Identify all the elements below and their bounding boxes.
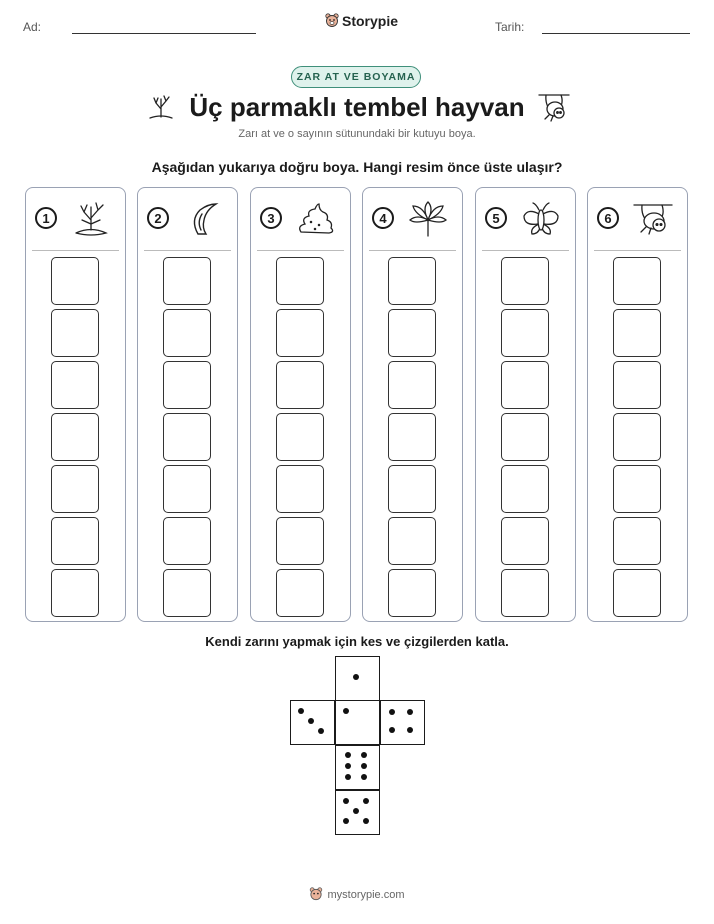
- poop-icon: [295, 200, 337, 238]
- dice-pip: [343, 708, 349, 714]
- coloring-box[interactable]: [613, 257, 661, 305]
- dice-face-bottom[interactable]: [335, 790, 380, 835]
- coloring-box[interactable]: [163, 257, 211, 305]
- column-number: 2: [147, 207, 169, 229]
- coloring-box[interactable]: [163, 465, 211, 513]
- dice-pip: [363, 798, 369, 804]
- dice-pip: [345, 774, 351, 780]
- dice-pip: [361, 774, 367, 780]
- coloring-box[interactable]: [51, 257, 99, 305]
- column-5: [475, 187, 576, 622]
- coloring-box[interactable]: [613, 569, 661, 617]
- footer: [0, 887, 714, 902]
- coloring-box[interactable]: [501, 257, 549, 305]
- column-number: 4: [372, 207, 394, 229]
- coloring-box[interactable]: [276, 309, 324, 357]
- dice-pip: [343, 818, 349, 824]
- coloring-box[interactable]: [276, 569, 324, 617]
- coral-icon: [70, 200, 112, 238]
- date-line[interactable]: [542, 33, 690, 34]
- sloth-icon: [632, 200, 674, 238]
- name-line[interactable]: [72, 33, 256, 34]
- dice-pip: [345, 752, 351, 758]
- dice-pip: [407, 727, 413, 733]
- dice-pip: [361, 752, 367, 758]
- coloring-box[interactable]: [276, 517, 324, 565]
- coloring-box[interactable]: [388, 257, 436, 305]
- coloring-box[interactable]: [501, 309, 549, 357]
- coloring-box[interactable]: [276, 361, 324, 409]
- dice-face-center[interactable]: [335, 700, 380, 745]
- sloth-decoration-icon: [537, 91, 571, 123]
- column-number: 6: [597, 207, 619, 229]
- dice-face-right[interactable]: [380, 700, 425, 745]
- coloring-box[interactable]: [501, 465, 549, 513]
- dice-pip: [361, 763, 367, 769]
- dice-pip: [298, 708, 304, 714]
- column-6: [587, 187, 688, 622]
- coloring-box[interactable]: [51, 465, 99, 513]
- dice-pip: [407, 709, 413, 715]
- page-title: Üç parmaklı tembel hayvan: [189, 92, 525, 122]
- coloring-box[interactable]: [388, 309, 436, 357]
- coloring-box[interactable]: [388, 465, 436, 513]
- coloring-box[interactable]: [163, 309, 211, 357]
- dice-pip: [353, 808, 359, 814]
- leaf-icon: [407, 200, 449, 238]
- column-2: [137, 187, 238, 622]
- dice-net: [290, 656, 425, 836]
- dice-pip: [345, 763, 351, 769]
- dice-face-top[interactable]: [335, 656, 380, 701]
- dice-pip: [363, 818, 369, 824]
- coloring-box[interactable]: [613, 309, 661, 357]
- coloring-box[interactable]: [51, 361, 99, 409]
- column-4: [362, 187, 463, 622]
- coloring-box[interactable]: [613, 361, 661, 409]
- brand-logo: [325, 13, 398, 29]
- coloring-box[interactable]: [501, 361, 549, 409]
- column-1: [25, 187, 126, 622]
- coloring-box[interactable]: [388, 569, 436, 617]
- column-number: 1: [35, 207, 57, 229]
- coloring-box[interactable]: [163, 361, 211, 409]
- moth-icon: [520, 200, 562, 238]
- dice-pip: [308, 718, 314, 724]
- coloring-box[interactable]: [276, 257, 324, 305]
- coloring-box[interactable]: [276, 413, 324, 461]
- activity-badge: ZAR AT VE BOYAMA: [291, 66, 421, 88]
- dice-pip: [389, 727, 395, 733]
- dice-face-left[interactable]: [290, 700, 335, 745]
- bear-logo-icon: [325, 13, 339, 29]
- coloring-box[interactable]: [501, 413, 549, 461]
- page-subtitle: Zarı at ve o sayının sütunundaki bir kutuyu boya.: [238, 128, 476, 140]
- footer-url[interactable]: mystorypie.com: [327, 888, 405, 901]
- coloring-box[interactable]: [613, 413, 661, 461]
- dice-pip: [318, 728, 324, 734]
- coloring-box[interactable]: [51, 309, 99, 357]
- column-number: 3: [260, 207, 282, 229]
- claw-icon: [182, 200, 224, 238]
- coloring-box[interactable]: [163, 569, 211, 617]
- coloring-box[interactable]: [51, 569, 99, 617]
- coloring-box[interactable]: [388, 413, 436, 461]
- coloring-instruction: Aşağıdan yukarıya doğru boya. Hangi resim önce üste ulaşır?: [151, 159, 563, 175]
- brand-name: Storypie: [342, 13, 399, 29]
- bear-footer-icon: [309, 887, 323, 902]
- coloring-box[interactable]: [388, 517, 436, 565]
- coloring-box[interactable]: [163, 517, 211, 565]
- coloring-box[interactable]: [388, 361, 436, 409]
- dice-face-below[interactable]: [335, 745, 380, 790]
- date-label: Tarih:: [495, 20, 525, 34]
- dice-instruction: Kendi zarını yapmak için kes ve çizgilerden katla.: [205, 634, 509, 649]
- dice-pip: [353, 674, 359, 680]
- coloring-box[interactable]: [163, 413, 211, 461]
- coloring-box[interactable]: [276, 465, 324, 513]
- coloring-box[interactable]: [51, 517, 99, 565]
- dice-pip: [343, 798, 349, 804]
- coloring-box[interactable]: [501, 569, 549, 617]
- dice-pip: [389, 709, 395, 715]
- name-label: Ad:: [23, 20, 42, 34]
- column-number: 5: [485, 207, 507, 229]
- column-3: [250, 187, 351, 622]
- coloring-box[interactable]: [613, 517, 661, 565]
- coloring-box[interactable]: [51, 413, 99, 461]
- coloring-box[interactable]: [613, 465, 661, 513]
- coloring-box[interactable]: [501, 517, 549, 565]
